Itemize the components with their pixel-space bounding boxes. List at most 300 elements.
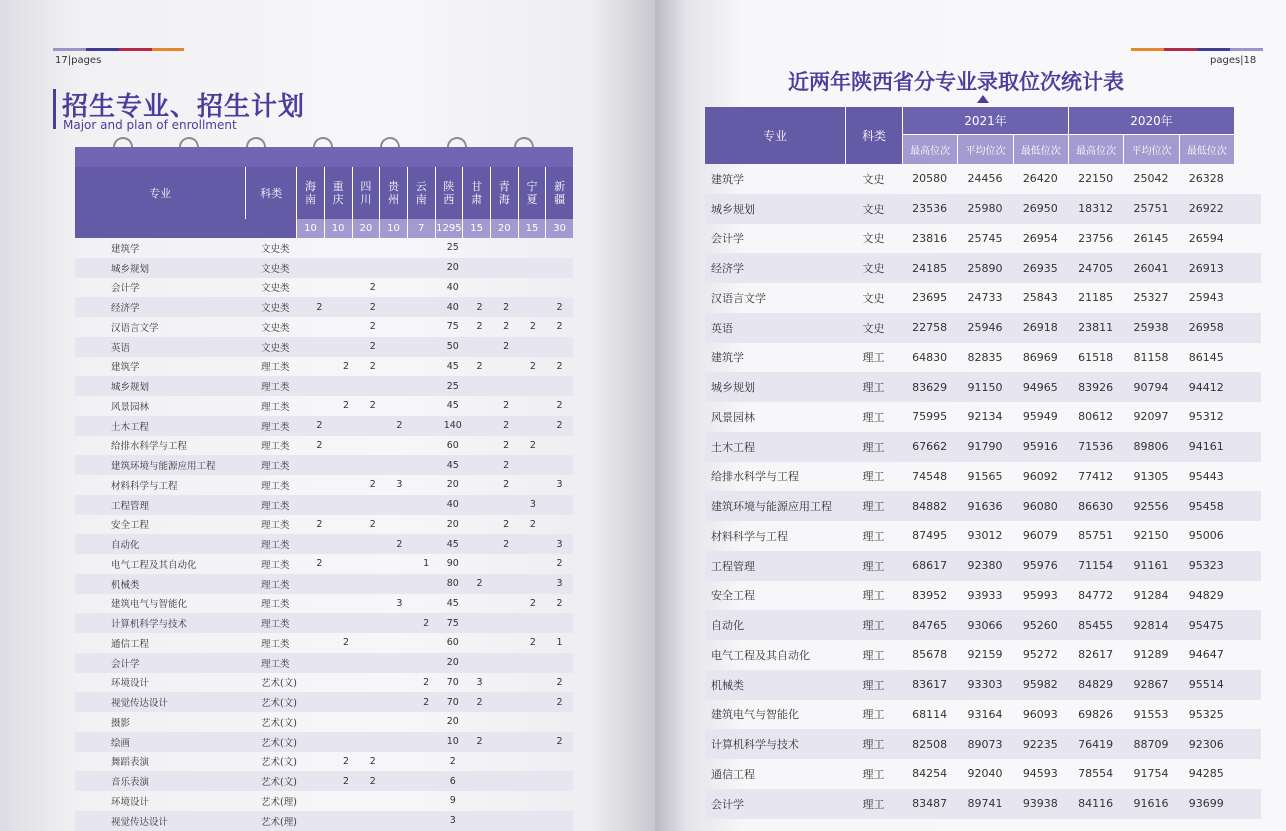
plan-cell xyxy=(546,791,573,811)
plan-cell xyxy=(386,692,413,712)
plan-cell: 2 xyxy=(396,420,403,432)
plan-cell xyxy=(386,791,413,811)
rank-cell: 91790 xyxy=(967,440,1003,454)
rank-cell: 93066 xyxy=(967,618,1003,632)
plan-cell xyxy=(520,791,547,811)
plan-cell xyxy=(466,554,493,574)
title-triangle-icon xyxy=(977,95,989,103)
rank-cell: 89073 xyxy=(967,737,1003,751)
plan-cell: 40 xyxy=(446,499,459,511)
plan-cell: 40 xyxy=(446,281,459,293)
major-cell: 电气工程及其自动化 xyxy=(111,559,197,571)
major-cell: 安全工程 xyxy=(711,589,755,603)
rank-cell: 95458 xyxy=(1188,499,1224,513)
province-char-bottom: 南 xyxy=(415,193,427,206)
plan-cell xyxy=(386,317,413,337)
right-color-stripe xyxy=(1131,48,1263,51)
category-cell: 理工类 xyxy=(261,619,290,631)
major-cell: 经济学 xyxy=(711,262,744,276)
plan-cell xyxy=(386,337,413,357)
rank-cell: 25946 xyxy=(967,321,1003,335)
plan-cell xyxy=(520,475,547,495)
plan-cell: 50 xyxy=(446,341,459,353)
major-cell: 舞蹈表演 xyxy=(111,757,150,769)
plan-cell xyxy=(333,653,360,673)
plan-cell xyxy=(413,297,440,317)
plan-cell xyxy=(466,653,493,673)
province-header xyxy=(462,167,490,219)
rank-cell: 25327 xyxy=(1133,291,1169,305)
plan-cell xyxy=(333,337,360,357)
rank-header-category: 科类 xyxy=(845,107,902,164)
table-row xyxy=(705,700,1261,730)
major-cell: 土木工程 xyxy=(711,440,755,454)
plan-cell: 2 xyxy=(449,755,456,767)
plan-cell xyxy=(306,455,333,475)
table-row xyxy=(705,729,1261,759)
rank-cell: 23756 xyxy=(1078,231,1114,245)
major-cell: 建筑电气与智能化 xyxy=(711,708,799,722)
rank-header-major: 专业 xyxy=(705,107,845,164)
category-cell: 理工类 xyxy=(261,362,290,374)
rank-cell: 95325 xyxy=(1188,707,1224,721)
table-row xyxy=(75,791,573,811)
plan-cell xyxy=(546,752,573,772)
province-char-top: 青 xyxy=(498,180,510,193)
category-cell: 理工 xyxy=(862,500,885,514)
page-title: 招生专业、招生计划 xyxy=(62,92,306,122)
rank-cell: 18312 xyxy=(1078,202,1114,216)
plan-cell xyxy=(466,811,493,831)
major-cell: 城乡规划 xyxy=(711,202,755,216)
rank-cell: 26922 xyxy=(1188,202,1224,216)
rank-cell: 84882 xyxy=(912,499,948,513)
rank-cell: 95976 xyxy=(1022,559,1058,573)
plan-cell xyxy=(306,396,333,416)
plan-cell xyxy=(306,791,333,811)
plan-cell: 60 xyxy=(446,637,459,649)
table-row xyxy=(705,640,1261,670)
table-row xyxy=(75,396,573,416)
plan-cell: 2 xyxy=(529,439,536,451)
plan-cell xyxy=(306,258,333,278)
plan-cell: 2 xyxy=(316,558,323,570)
plan-cell xyxy=(306,337,333,357)
rank-cell: 26594 xyxy=(1188,231,1224,245)
province-char-top: 宁 xyxy=(526,180,538,193)
plan-cell xyxy=(333,515,360,535)
major-cell: 安全工程 xyxy=(111,520,150,532)
table-row xyxy=(75,455,573,475)
year-2020-label: 2020年 xyxy=(1068,107,1234,135)
rank-cell: 61518 xyxy=(1078,350,1114,364)
plan-cell xyxy=(413,495,440,515)
major-cell: 城乡规划 xyxy=(111,263,150,275)
plan-cell: 3 xyxy=(556,578,563,590)
plan-cell xyxy=(466,515,493,535)
plan-cell xyxy=(386,554,413,574)
rank-cell: 95312 xyxy=(1188,410,1224,424)
plan-cell xyxy=(413,475,440,495)
major-cell: 电气工程及其自动化 xyxy=(711,648,810,662)
table-body xyxy=(75,238,573,831)
table-row xyxy=(705,789,1261,819)
rank-cell: 95514 xyxy=(1188,678,1224,692)
category-cell: 理工 xyxy=(862,470,885,484)
plan-cell xyxy=(520,278,547,298)
plan-cell: 2 xyxy=(423,617,430,629)
plan-cell xyxy=(413,811,440,831)
plan-cell: 2 xyxy=(476,736,483,748)
rank-cell: 95443 xyxy=(1188,469,1224,483)
plan-cell xyxy=(493,673,520,693)
plan-cell: 2 xyxy=(556,676,563,688)
table-row xyxy=(705,372,1261,402)
table-row xyxy=(75,692,573,712)
sub-header: 最低位次 xyxy=(1013,135,1068,164)
plan-cell: 2 xyxy=(556,558,563,570)
table-row xyxy=(75,416,573,436)
major-cell: 建筑学 xyxy=(711,172,744,186)
plan-cell xyxy=(333,475,360,495)
plan-cell xyxy=(413,357,440,377)
category-cell: 理工 xyxy=(862,738,885,752)
plan-cell xyxy=(359,534,386,554)
plan-cell: 40 xyxy=(446,301,459,313)
rank-cell: 82617 xyxy=(1078,648,1114,662)
plan-cell: 45 xyxy=(446,538,459,550)
enrollment-plan-table xyxy=(75,147,573,831)
plan-cell xyxy=(466,752,493,772)
rank-cell: 91150 xyxy=(967,380,1003,394)
table-row xyxy=(705,491,1261,521)
rank-cell: 95323 xyxy=(1188,559,1224,573)
plan-cell xyxy=(333,495,360,515)
plan-cell xyxy=(306,278,333,298)
rank-cell: 21185 xyxy=(1078,291,1114,305)
plan-cell: 2 xyxy=(529,597,536,609)
table-row xyxy=(75,732,573,752)
rank-cell: 26954 xyxy=(1022,231,1058,245)
plan-cell xyxy=(333,317,360,337)
category-cell: 理工类 xyxy=(261,520,290,532)
plan-cell xyxy=(546,436,573,456)
major-cell: 计算机科学与技术 xyxy=(111,619,188,631)
plan-cell xyxy=(493,574,520,594)
plan-cell xyxy=(546,515,573,535)
plan-cell xyxy=(466,238,493,258)
province-header xyxy=(352,167,380,219)
rank-cell: 77412 xyxy=(1078,469,1114,483)
province-char-bottom: 州 xyxy=(388,193,400,206)
plan-cell xyxy=(466,455,493,475)
rank-cell: 23811 xyxy=(1078,321,1114,335)
rank-cell: 26918 xyxy=(1022,321,1058,335)
plan-cell: 9 xyxy=(449,795,456,807)
major-cell: 英语 xyxy=(711,321,733,335)
plan-cell xyxy=(520,534,547,554)
plan-cell xyxy=(386,732,413,752)
plan-cell xyxy=(413,653,440,673)
plan-cell: 2 xyxy=(316,439,323,451)
major-cell: 建筑学 xyxy=(711,351,744,365)
province-char-bottom: 夏 xyxy=(526,193,538,206)
plan-cell xyxy=(333,436,360,456)
plan-cell xyxy=(306,475,333,495)
rank-cell: 95982 xyxy=(1022,678,1058,692)
major-cell: 建筑环境与能源应用工程 xyxy=(711,500,832,514)
page-subtitle: Major and plan of enrollment xyxy=(63,118,237,132)
plan-cell xyxy=(520,811,547,831)
rank-cell: 94965 xyxy=(1022,380,1058,394)
plan-cell xyxy=(359,653,386,673)
table-row xyxy=(705,224,1261,254)
plan-cell xyxy=(493,771,520,791)
plan-cell: 20 xyxy=(446,716,459,728)
plan-cell: 2 xyxy=(343,637,350,649)
plan-cell: 20 xyxy=(446,657,459,669)
province-quota: 15 xyxy=(462,219,490,238)
rank-cell: 91565 xyxy=(967,469,1003,483)
category-cell: 理工 xyxy=(862,351,885,365)
plan-cell xyxy=(306,811,333,831)
plan-cell: 2 xyxy=(476,301,483,313)
plan-cell xyxy=(520,416,547,436)
rank-cell: 96080 xyxy=(1022,499,1058,513)
rank-cell: 26041 xyxy=(1133,261,1169,275)
plan-cell xyxy=(493,633,520,653)
table-row xyxy=(705,670,1261,700)
right-page-number: pages|18 xyxy=(1210,55,1257,66)
rank-cell: 89741 xyxy=(967,797,1003,811)
plan-cell xyxy=(413,278,440,298)
rank-cell: 25890 xyxy=(967,261,1003,275)
rank-cell: 78554 xyxy=(1078,767,1114,781)
table-row xyxy=(705,343,1261,373)
major-cell: 建筑学 xyxy=(111,362,140,374)
rank-cell: 85455 xyxy=(1078,618,1114,632)
major-cell: 建筑环境与能源应用工程 xyxy=(111,461,216,473)
plan-cell xyxy=(359,811,386,831)
plan-cell xyxy=(333,416,360,436)
rank-cell: 23536 xyxy=(912,202,948,216)
category-cell: 理工类 xyxy=(261,401,290,413)
rank-cell: 92380 xyxy=(967,559,1003,573)
rank-cell: 95260 xyxy=(1022,618,1058,632)
plan-cell xyxy=(413,594,440,614)
category-cell: 文史类 xyxy=(261,342,290,354)
category-cell: 文史类 xyxy=(261,243,290,255)
rank-cell: 91305 xyxy=(1133,469,1169,483)
major-cell: 给排水科学与工程 xyxy=(111,441,188,453)
plan-cell xyxy=(386,811,413,831)
plan-cell: 2 xyxy=(343,360,350,372)
table-row xyxy=(705,462,1261,492)
rank-cell: 68617 xyxy=(912,559,948,573)
plan-cell xyxy=(333,278,360,298)
plan-cell: 140 xyxy=(443,420,462,432)
category-cell: 文史类 xyxy=(261,283,290,295)
category-cell: 理工 xyxy=(862,529,885,543)
plan-cell xyxy=(520,712,547,732)
category-cell: 艺术(文) xyxy=(261,737,297,749)
plan-cell: 2 xyxy=(369,281,376,293)
rank-cell: 94593 xyxy=(1022,767,1058,781)
plan-cell xyxy=(306,692,333,712)
plan-cell xyxy=(333,692,360,712)
plan-cell: 2 xyxy=(503,341,510,353)
province-quota: 10 xyxy=(379,219,407,238)
plan-cell: 2 xyxy=(503,439,510,451)
category-cell: 理工类 xyxy=(261,599,290,611)
table-row xyxy=(75,574,573,594)
major-cell: 会计学 xyxy=(711,797,744,811)
table-row xyxy=(705,432,1261,462)
plan-cell: 70 xyxy=(446,696,459,708)
plan-cell xyxy=(466,633,493,653)
plan-cell: 2 xyxy=(369,400,376,412)
province-char-bottom: 肃 xyxy=(471,193,483,206)
table-row xyxy=(75,238,573,258)
table-header xyxy=(75,167,573,219)
rank-cell: 25843 xyxy=(1022,291,1058,305)
category-cell: 艺术(文) xyxy=(261,698,297,710)
plan-cell xyxy=(333,673,360,693)
plan-cell xyxy=(359,673,386,693)
plan-cell xyxy=(520,752,547,772)
plan-cell: 2 xyxy=(556,696,563,708)
plan-cell: 2 xyxy=(556,597,563,609)
rank-cell: 95475 xyxy=(1188,618,1224,632)
plan-cell xyxy=(413,416,440,436)
major-cell: 环境设计 xyxy=(111,796,150,808)
category-cell: 理工 xyxy=(862,589,885,603)
rank-cell: 26935 xyxy=(1022,261,1058,275)
rank-cell: 91636 xyxy=(967,499,1003,513)
plan-cell xyxy=(493,613,520,633)
plan-cell xyxy=(386,613,413,633)
rank-cell: 91161 xyxy=(1133,559,1169,573)
plan-cell xyxy=(386,752,413,772)
plan-cell: 2 xyxy=(316,420,323,432)
plan-cell xyxy=(546,495,573,515)
major-cell: 机械类 xyxy=(111,579,140,591)
rank-cell: 76419 xyxy=(1078,737,1114,751)
plan-cell xyxy=(333,732,360,752)
rank-cell: 94829 xyxy=(1188,588,1224,602)
rank-cell: 96079 xyxy=(1022,529,1058,543)
table-row xyxy=(705,164,1261,194)
rank-cell: 94161 xyxy=(1188,440,1224,454)
province-char-bottom: 疆 xyxy=(554,193,566,206)
table-row xyxy=(75,534,573,554)
province-char-top: 新 xyxy=(554,180,566,193)
category-cell: 理工 xyxy=(862,559,885,573)
plan-cell xyxy=(359,258,386,278)
plan-cell xyxy=(359,732,386,752)
major-cell: 工程管理 xyxy=(711,559,755,573)
rank-cell: 91289 xyxy=(1133,648,1169,662)
rank-cell: 84772 xyxy=(1078,588,1114,602)
major-cell: 会计学 xyxy=(111,658,140,670)
plan-cell: 3 xyxy=(556,479,563,491)
rank-cell: 82508 xyxy=(912,737,948,751)
plan-cell xyxy=(306,495,333,515)
plan-cell xyxy=(466,791,493,811)
rank-cell: 88709 xyxy=(1133,737,1169,751)
province-char-bottom: 南 xyxy=(304,193,316,206)
left-color-stripe xyxy=(53,48,184,51)
plan-cell xyxy=(413,712,440,732)
rank-cell: 26958 xyxy=(1188,321,1224,335)
table-row xyxy=(75,337,573,357)
rank-cell: 25980 xyxy=(967,202,1003,216)
plan-cell: 25 xyxy=(446,380,459,392)
plan-cell: 2 xyxy=(476,696,483,708)
rank-cell: 25751 xyxy=(1133,202,1169,216)
rank-cell: 83952 xyxy=(912,588,948,602)
plan-cell xyxy=(386,771,413,791)
category-cell: 文史类 xyxy=(261,322,290,334)
rank-cell: 74548 xyxy=(912,469,948,483)
plan-cell: 45 xyxy=(446,400,459,412)
table-row xyxy=(705,402,1261,432)
plan-cell xyxy=(520,692,547,712)
rank-cell: 67662 xyxy=(912,440,948,454)
category-cell: 文史 xyxy=(862,172,885,186)
plan-cell xyxy=(520,238,547,258)
rank-cell: 94412 xyxy=(1188,380,1224,394)
rank-cell: 84254 xyxy=(912,767,948,781)
plan-cell xyxy=(413,436,440,456)
rank-cell: 92814 xyxy=(1133,618,1169,632)
rank-cell: 24185 xyxy=(912,261,948,275)
category-cell: 理工类 xyxy=(261,638,290,650)
major-cell: 机械类 xyxy=(711,678,744,692)
year-2021-group xyxy=(902,107,1068,164)
rank-cell: 25943 xyxy=(1188,291,1224,305)
rank-cell: 85751 xyxy=(1078,529,1114,543)
plan-cell xyxy=(333,258,360,278)
plan-cell: 2 xyxy=(529,518,536,530)
plan-cell xyxy=(306,534,333,554)
plan-cell xyxy=(520,673,547,693)
year-2020-group xyxy=(1068,107,1234,164)
rank-cell: 81158 xyxy=(1133,350,1169,364)
plan-cell xyxy=(306,732,333,752)
plan-cell: 90 xyxy=(446,558,459,570)
plan-cell xyxy=(520,574,547,594)
plan-cell xyxy=(466,337,493,357)
plan-cell xyxy=(520,337,547,357)
plan-cell xyxy=(359,455,386,475)
category-cell: 文史 xyxy=(862,321,885,335)
plan-cell xyxy=(359,495,386,515)
major-cell: 视觉传达设计 xyxy=(111,816,169,828)
plan-cell: 2 xyxy=(343,400,350,412)
plan-cell: 2 xyxy=(476,321,483,333)
table-row xyxy=(705,253,1261,283)
province-quota: 7 xyxy=(407,219,435,238)
plan-cell xyxy=(306,317,333,337)
plan-cell xyxy=(386,436,413,456)
table-row xyxy=(75,317,573,337)
province-header xyxy=(296,167,324,219)
table-row xyxy=(705,194,1261,224)
plan-cell xyxy=(333,712,360,732)
plan-cell xyxy=(493,712,520,732)
rank-cell: 92097 xyxy=(1133,410,1169,424)
